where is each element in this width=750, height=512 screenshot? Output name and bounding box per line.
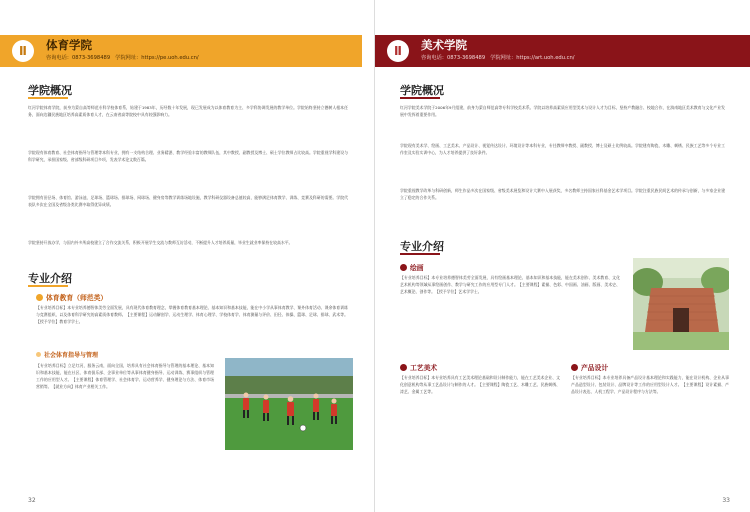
page-number: 33	[722, 497, 730, 504]
art-college-banner	[375, 35, 750, 67]
soccer-training-photo	[225, 358, 353, 450]
majors-title: 专业介绍	[400, 240, 444, 253]
overview-paragraph: 学院重视教学改革与科研创新，师生作品多次在国家级、省级美术展览和设计大赛中入展获奖，多名教师主持国家社科基金艺术学项目。学院注重民族民间艺术的传承与创新，与多家企业建立了稳定的合作关系。	[400, 188, 725, 201]
majors-title-bar	[400, 253, 440, 255]
college-contact: 咨询电话：0873-3698489 学院网址：https://pe.uoh.edu.cn/	[46, 55, 199, 61]
bullet-icon	[36, 352, 41, 357]
major-heading: 社会体育指导与管理	[36, 350, 98, 359]
major-description: 【专业培养目标】本专业培养德智体美劳全面发展，具有绘画基本理论、基本知识和基本技能，能在美术创作、美术教育、文化艺术机构等领域从事绘画创作、教学与研究工作的应用型专门人才。【主要课程】素描、色彩、中国画、油画、版画、美术史、艺术概论、创作等。【授予学位】艺术学学士。	[400, 275, 620, 295]
page-number: 32	[28, 497, 36, 504]
major-description: 【专业培养目标】本专业培养具有工艺美术理论基础和设计制作能力，能在工艺美术企业、文化创意机构等从事工艺品设计与制作的人才。【主要课程】陶瓷工艺、木雕工艺、民族刺绣、漆艺、金属工艺等。	[400, 375, 560, 395]
overview-title-bar	[400, 97, 440, 99]
overview-paragraph: 学院现有美术学、绘画、工艺美术、产品设计、视觉传达设计、环境设计等本科专业，专任教师中教授、副教授、博士及硕士比例较高。学院建有陶瓷、木雕、刺绣、民族工艺等多个专业工作室及实验实训中心，为人才培养提供了良好条件。	[400, 143, 725, 156]
bullet-icon	[400, 264, 407, 271]
major-description: 【专业培养目标】立足红河，服务云南，面向全国，培养具有社会体育指导与管理的基本理论、基本知识和基本技能，能在社区、体育俱乐部、企事业单位等从事体育健身指导、运动训练、赛事组织与管理工作的应用型人才。【主要课程】体育管理学、社会体育学、运动营养学、健身理论与方法、体育市场营销等。【就业方向】体育产业相关工作。	[36, 363, 214, 390]
overview-title: 学院概况	[400, 84, 444, 97]
college-contact: 咨询电话：0873-3698489 学院网址：https://art.uoh.edu.cn/	[421, 55, 575, 61]
major-heading: 产品设计	[571, 362, 608, 372]
right-page	[375, 0, 750, 512]
major-description: 【专业培养目标】本专业培养德智体美劳全面发展，具有现代体育教育理念，掌握体育教育基本理论、基本知识和基本技能，能在中小学从事体育教学、课外体育活动、课余体育训练与竞赛组织，以及体育科学研究的高素质体育教师。【主要课程】运动解剖学、运动生理学、体育心理学、学校体育学、体育测量与评价、田径、体操、篮球、足球、排球、武术等。【授予学位】教育学学士。	[36, 305, 348, 325]
major-heading: 体育教育（师范类）	[36, 292, 107, 302]
college-logo-icon: Ⅱ	[12, 40, 34, 62]
major-description: 【专业培养目标】本专业培养具备产品设计基本理论和实践能力，能在设计机构、企业从事产品造型设计、包装设计、品牌设计等工作的应用型设计人才。【主要课程】设计素描、产品设计表达、人机工程学、产品设计程序与方法等。	[571, 375, 729, 395]
overview-paragraph: 学院拥有田径场、体育馆、游泳池、足球场、篮球场、排球场、网球场、健身房等教学训练场地设施，教学科研仪器设备总值较高，能够满足体育教学、训练、竞赛及科研的需要。学院代表队多次在全国及省级各类比赛中取得优异成绩。	[28, 195, 348, 208]
major-heading: 绘画	[400, 262, 424, 272]
overview-title: 学院概况	[28, 84, 72, 97]
overview-paragraph: 红河学院美术学院于2006年9月组建，前身为蒙自师范高等专科学校美术系。学院以培养高素质应用型美术与设计人才为目标，坚持产教融合、校地合作，在滇南地区美术教育与文化产业发展中发挥着重要作用。	[400, 105, 725, 118]
overview-paragraph: 学院坚持开放办学，与国内外多所高校建立了合作交流关系，积极开展学生交流与教师互访活动，不断提升人才培养质量，毕业生就业率保持在较高水平。	[28, 240, 293, 245]
sports-college-banner	[0, 35, 362, 67]
college-title: 体育学院	[46, 38, 92, 52]
bullet-icon	[571, 364, 578, 371]
bullet-icon	[400, 364, 407, 371]
overview-paragraph: 学院现有体育教育、社会体育指导与管理等本科专业，拥有一支结构合理、业务精湛、教学经验丰富的教师队伍，其中教授、副教授及博士、硕士学位教师占比较高。学院重视学科建设与科学研究，承担国家级、省部级科研项目多项，发表学术论文数百篇。	[28, 150, 348, 163]
bullet-icon	[36, 294, 43, 301]
overview-paragraph: 红河学院体育学院，前身为蒙自高等师范专科学校体育系，始建于1983年，历经数十年发展，现已发展成为以体育教育为主、多学科协调发展的教学单位。学院始终坚持立德树人根本任务，面向边疆民族地区培养高素质体育人才，在云南省高等院校中具有较强影响力。	[28, 105, 348, 118]
overview-title-bar	[28, 97, 68, 99]
majors-title-bar	[28, 285, 68, 287]
art-building-photo	[633, 258, 729, 350]
college-logo-icon: Ⅱ	[387, 40, 409, 62]
college-title: 美术学院	[421, 38, 467, 52]
majors-title: 专业介绍	[28, 272, 72, 285]
major-heading: 工艺美术	[400, 362, 437, 372]
